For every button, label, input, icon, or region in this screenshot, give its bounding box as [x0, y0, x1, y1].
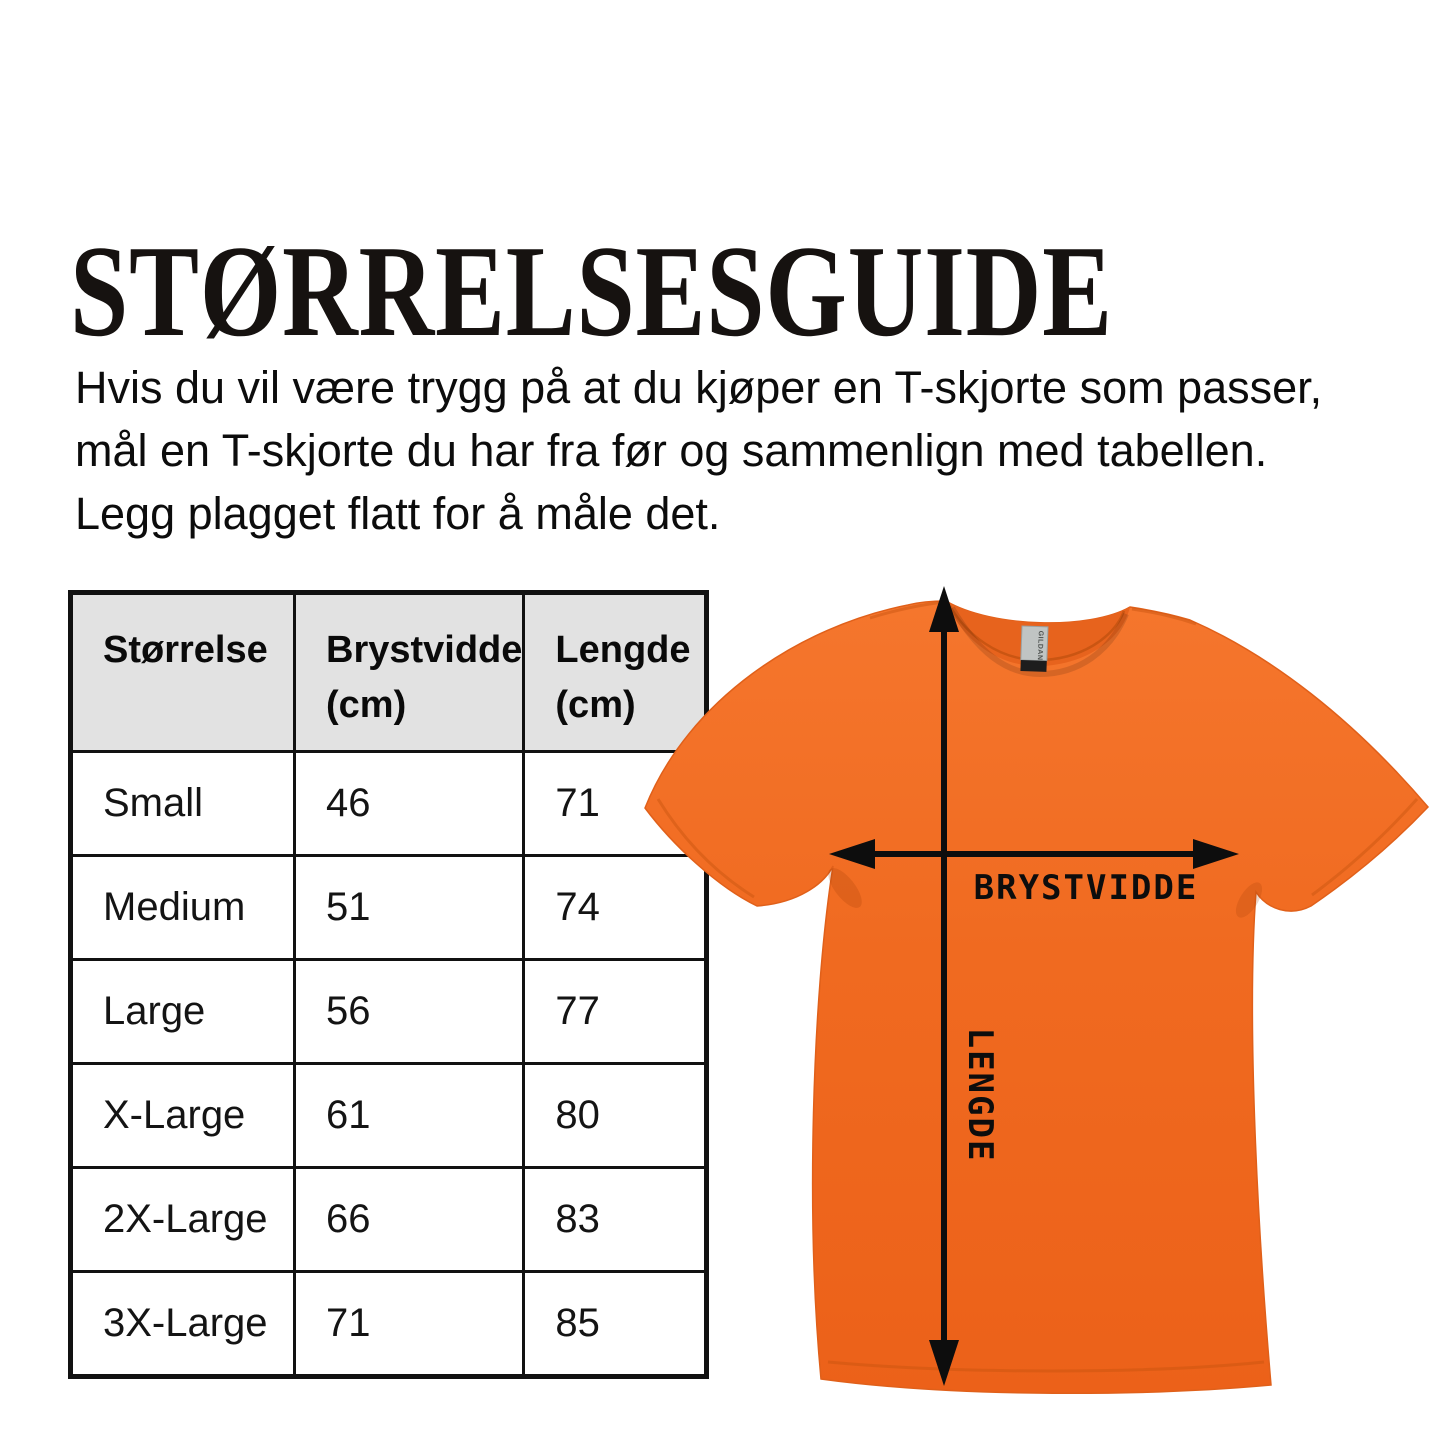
column-header-chest: Brystvidde (cm)	[295, 593, 524, 752]
length-arrow-label: LENGDE	[960, 1027, 1000, 1163]
chest-cell: 51	[295, 856, 524, 960]
tshirt-graphic	[645, 601, 1428, 1393]
intro-line: Legg plagget flatt for å måle det.	[75, 488, 721, 539]
chest-cell: 71	[295, 1272, 524, 1377]
brand-tag	[1020, 626, 1048, 672]
size-cell: X-Large	[71, 1064, 295, 1168]
length-cell: 71	[524, 752, 707, 856]
length-cell: 74	[524, 856, 707, 960]
chest-arrow-label: BRYSTVIDDE	[973, 868, 1199, 908]
chest-cell: 46	[295, 752, 524, 856]
chest-cell: 66	[295, 1168, 524, 1272]
chest-cell: 56	[295, 960, 524, 1064]
page-title: STØRRELSESGUIDE	[70, 219, 1113, 364]
length-cell: 80	[524, 1064, 707, 1168]
length-cell: 83	[524, 1168, 707, 1272]
length-cell: 85	[524, 1272, 707, 1377]
brand-tag-label: GILDAN	[1035, 630, 1044, 661]
size-cell: Small	[71, 752, 295, 856]
intro-line: Hvis du vil være trygg på at du kjøper en T-skjorte som passer,	[75, 362, 1323, 413]
size-cell: 2X-Large	[71, 1168, 295, 1272]
size-cell: Medium	[71, 856, 295, 960]
intro-line: mål en T-skjorte du har fra før og sammenlign med tabellen.	[75, 425, 1268, 476]
length-cell: 77	[524, 960, 707, 1064]
size-cell: Large	[71, 960, 295, 1064]
chest-cell: 61	[295, 1064, 524, 1168]
column-header-size: Størrelse	[71, 593, 295, 752]
column-header-length: Lengde (cm)	[524, 593, 707, 752]
size-cell: 3X-Large	[71, 1272, 295, 1377]
